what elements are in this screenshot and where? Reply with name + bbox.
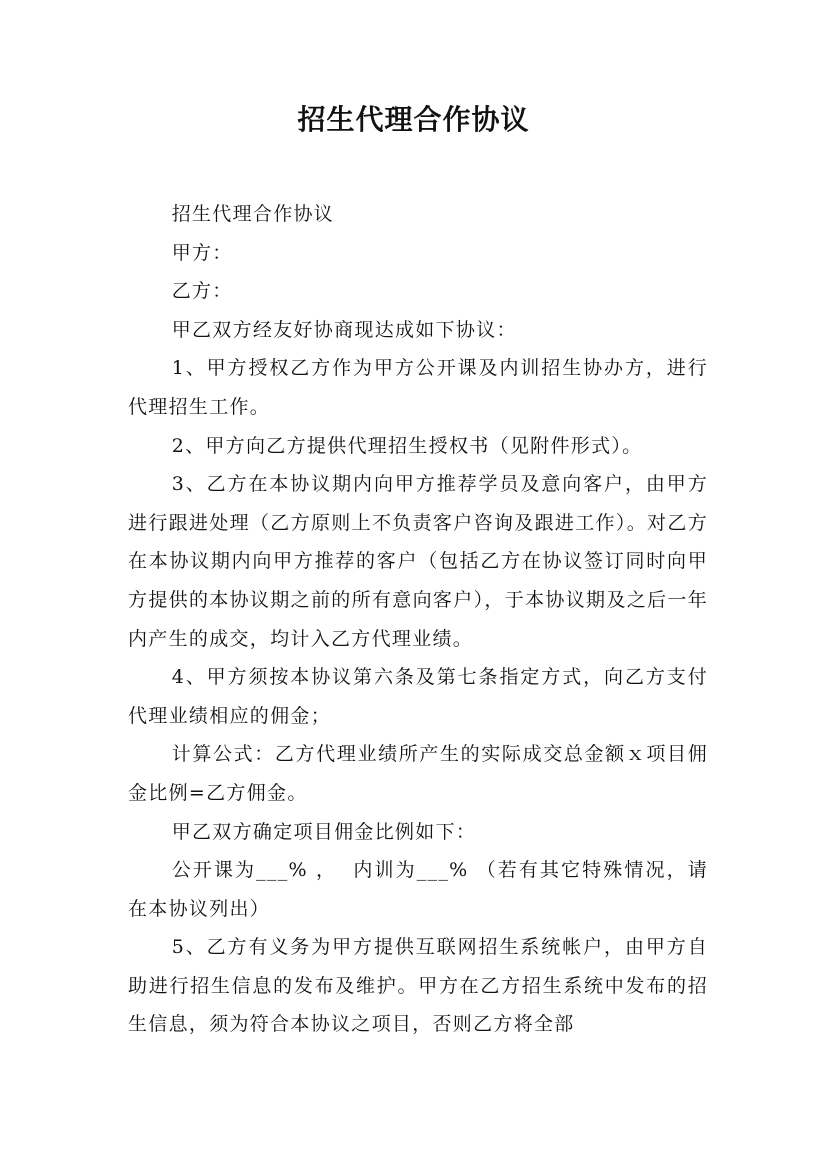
paragraph-ratio-intro: 甲乙双方确定项目佣金比例如下： — [171, 820, 477, 843]
paragraph-party-a: 甲方： — [171, 241, 233, 264]
paragraph-clause-2: 2、甲方向乙方提供代理招生授权书（见附件形式）。 — [171, 434, 643, 457]
paragraph-ratio-values: 公开课为___% ， 内训为___% （若有其它特殊情况，请在本协议列出） — [128, 859, 708, 920]
paragraph-intro: 甲乙双方经友好协商现达成如下协议： — [171, 318, 517, 341]
paragraph-clause-1: 1、甲方授权乙方作为甲方公开课及内训招生协办方，进行代理招生工作。 — [128, 357, 708, 418]
paragraph-clause-4: 4、甲方须按本协议第六条及第七条指定方式，向乙方支付代理业绩相应的佣金； — [128, 666, 708, 727]
paragraph-heading: 招生代理合作协议 — [171, 203, 335, 225]
paragraph-clause-5: 5、乙方有义务为甲方提供互联网招生系统帐户，由甲方自助进行招生信息的发布及维护。甲方在乙方招生系统中发布的招生信息，须为符合本协议之项目，否则乙方将全部 — [128, 936, 708, 1036]
paragraph-formula: 计算公式：乙方代理业绩所产生的实际成交总金额ｘ项目佣金比例=乙方佣金。 — [128, 743, 708, 804]
document-title: 招生代理合作协议 — [297, 103, 530, 136]
paragraph-party-b: 乙方： — [171, 280, 233, 303]
paragraph-clause-3: 3、乙方在本协议期内向甲方推荐学员及意向客户，由甲方进行跟进处理（乙方原则上不负责客户咨询及跟进工作）。对乙方在本协议期内向甲方推荐的客户（包括乙方在协议签订同时向甲方提供的本协议期之前的所有意向客户），于本协议期及之后一年内产生的成交，均计入乙方代理业绩。 — [128, 473, 708, 650]
document-body — [128, 195, 708, 1044]
